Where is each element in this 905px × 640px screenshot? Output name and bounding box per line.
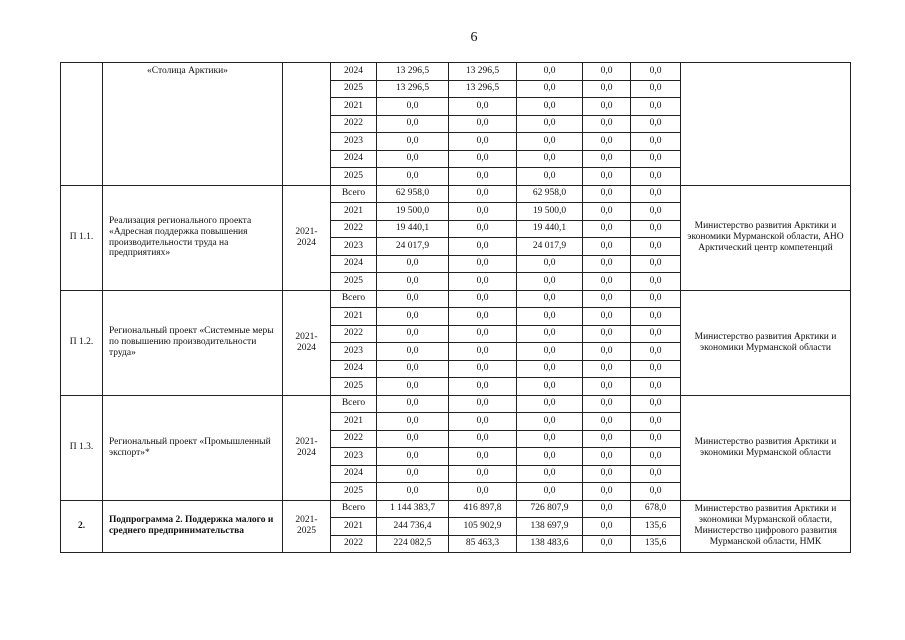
value-cell: 0,0 — [377, 308, 449, 326]
value-cell: 0,0 — [631, 413, 681, 431]
item-period: 2021-2024 — [283, 395, 331, 500]
year-cell: 2022 — [331, 220, 377, 238]
value-cell: 0,0 — [449, 360, 517, 378]
value-cell: 0,0 — [377, 290, 449, 308]
item-executor: Министерство развития Арктики и экономики Мурманской области, АНО Арктический центр компетенций — [681, 185, 851, 290]
value-cell: 19 440,1 — [377, 220, 449, 238]
item-executor: Министерство развития Арктики и экономики Мурманской области — [681, 395, 851, 500]
value-cell: 0,0 — [583, 535, 631, 553]
year-cell: 2024 — [331, 63, 377, 81]
value-cell: 0,0 — [583, 308, 631, 326]
year-cell: 2022 — [331, 325, 377, 343]
year-cell: 2025 — [331, 273, 377, 291]
value-cell: 138 483,6 — [517, 535, 583, 553]
item-number: П 1.2. — [61, 290, 103, 395]
value-cell: 0,0 — [449, 255, 517, 273]
value-cell: 0,0 — [583, 395, 631, 413]
value-cell: 135,6 — [631, 535, 681, 553]
item-name: «Столица Арктики» — [103, 63, 283, 186]
value-cell: 0,0 — [517, 395, 583, 413]
value-cell: 0,0 — [517, 360, 583, 378]
year-cell: 2024 — [331, 465, 377, 483]
value-cell: 0,0 — [517, 290, 583, 308]
value-cell: 0,0 — [631, 360, 681, 378]
value-cell: 0,0 — [449, 115, 517, 133]
value-cell: 0,0 — [517, 465, 583, 483]
value-cell: 135,6 — [631, 518, 681, 536]
value-cell: 0,0 — [449, 308, 517, 326]
value-cell: 0,0 — [583, 290, 631, 308]
value-cell: 0,0 — [631, 238, 681, 256]
value-cell: 1 144 383,7 — [377, 500, 449, 518]
value-cell: 0,0 — [377, 343, 449, 361]
value-cell: 0,0 — [583, 465, 631, 483]
value-cell: 416 897,8 — [449, 500, 517, 518]
page-number: 6 — [470, 30, 478, 45]
value-cell: 0,0 — [583, 413, 631, 431]
item-name: Реализация регионального проекта «Адресная поддержка повышения производительности труда на предприятиях» — [103, 185, 283, 290]
value-cell: 0,0 — [449, 430, 517, 448]
value-cell: 0,0 — [517, 63, 583, 81]
item-name: Подпрограмма 2. Поддержка малого и среднего предпринимательства — [103, 500, 283, 553]
value-cell: 0,0 — [449, 98, 517, 116]
value-cell: 0,0 — [631, 220, 681, 238]
value-cell: 0,0 — [631, 115, 681, 133]
item-name: Региональный проект «Промышленный экспорт»* — [103, 395, 283, 500]
value-cell: 726 807,9 — [517, 500, 583, 518]
value-cell: 0,0 — [449, 133, 517, 151]
value-cell: 0,0 — [377, 98, 449, 116]
value-cell: 0,0 — [377, 483, 449, 501]
year-cell: Всего — [331, 395, 377, 413]
value-cell: 0,0 — [583, 325, 631, 343]
year-cell: 2025 — [331, 80, 377, 98]
item-executor: Министерство развития Арктики и экономики Мурманской области, Министерство цифрового развития Мурманской области, НМК — [681, 500, 851, 553]
year-cell: 2021 — [331, 413, 377, 431]
year-cell: Всего — [331, 290, 377, 308]
value-cell: 0,0 — [517, 325, 583, 343]
value-cell: 0,0 — [583, 448, 631, 466]
value-cell: 0,0 — [583, 273, 631, 291]
value-cell: 0,0 — [377, 378, 449, 396]
value-cell: 0,0 — [631, 63, 681, 81]
item-period: 2021-2024 — [283, 290, 331, 395]
value-cell: 0,0 — [377, 360, 449, 378]
item-number: П 1.3. — [61, 395, 103, 500]
value-cell: 0,0 — [583, 360, 631, 378]
value-cell: 0,0 — [583, 115, 631, 133]
value-cell: 0,0 — [449, 220, 517, 238]
year-cell: Всего — [331, 185, 377, 203]
item-name: Региональный проект «Системные меры по повышению производительности труда» — [103, 290, 283, 395]
value-cell: 0,0 — [449, 150, 517, 168]
value-cell: 19 500,0 — [377, 203, 449, 221]
value-cell: 0,0 — [377, 168, 449, 186]
value-cell: 0,0 — [377, 115, 449, 133]
value-cell: 0,0 — [583, 378, 631, 396]
value-cell: 224 082,5 — [377, 535, 449, 553]
value-cell: 13 296,5 — [449, 63, 517, 81]
value-cell: 0,0 — [377, 395, 449, 413]
value-cell: 0,0 — [449, 325, 517, 343]
value-cell: 24 017,9 — [517, 238, 583, 256]
value-cell: 138 697,9 — [517, 518, 583, 536]
table-row — [61, 395, 851, 413]
value-cell: 0,0 — [377, 325, 449, 343]
year-cell: 2024 — [331, 150, 377, 168]
value-cell: 0,0 — [449, 378, 517, 396]
value-cell: 13 296,5 — [377, 80, 449, 98]
value-cell: 105 902,9 — [449, 518, 517, 536]
year-cell: 2023 — [331, 343, 377, 361]
table-row — [61, 500, 851, 518]
value-cell: 0,0 — [517, 430, 583, 448]
value-cell: 0,0 — [377, 133, 449, 151]
year-cell: 2021 — [331, 518, 377, 536]
value-cell: 0,0 — [631, 255, 681, 273]
value-cell: 0,0 — [583, 133, 631, 151]
value-cell: 0,0 — [377, 448, 449, 466]
value-cell: 0,0 — [631, 483, 681, 501]
value-cell: 0,0 — [517, 80, 583, 98]
value-cell: 0,0 — [583, 98, 631, 116]
item-executor: Министерство развития Арктики и экономики Мурманской области — [681, 290, 851, 395]
value-cell: 19 440,1 — [517, 220, 583, 238]
value-cell: 0,0 — [449, 203, 517, 221]
value-cell: 0,0 — [583, 80, 631, 98]
value-cell: 0,0 — [517, 150, 583, 168]
value-cell: 0,0 — [631, 343, 681, 361]
year-cell: 2021 — [331, 308, 377, 326]
value-cell: 0,0 — [517, 273, 583, 291]
value-cell: 0,0 — [583, 500, 631, 518]
value-cell: 0,0 — [517, 413, 583, 431]
year-cell: 2022 — [331, 535, 377, 553]
value-cell: 0,0 — [631, 185, 681, 203]
value-cell: 0,0 — [517, 115, 583, 133]
value-cell: 0,0 — [517, 168, 583, 186]
year-cell: 2025 — [331, 168, 377, 186]
year-cell: 2022 — [331, 430, 377, 448]
year-cell: 2024 — [331, 255, 377, 273]
value-cell: 0,0 — [583, 150, 631, 168]
value-cell: 0,0 — [517, 98, 583, 116]
value-cell: 0,0 — [583, 483, 631, 501]
year-cell: 2023 — [331, 238, 377, 256]
value-cell: 0,0 — [631, 290, 681, 308]
item-period: 2021-2025 — [283, 500, 331, 553]
item-executor — [681, 63, 851, 186]
value-cell: 0,0 — [449, 290, 517, 308]
value-cell: 0,0 — [583, 203, 631, 221]
value-cell: 24 017,9 — [377, 238, 449, 256]
value-cell: 0,0 — [377, 465, 449, 483]
value-cell: 0,0 — [631, 98, 681, 116]
value-cell: 13 296,5 — [377, 63, 449, 81]
year-cell: 2025 — [331, 378, 377, 396]
value-cell: 0,0 — [631, 273, 681, 291]
table-row — [61, 290, 851, 308]
table-row — [61, 185, 851, 203]
item-number: 2. — [61, 500, 103, 553]
value-cell: 0,0 — [449, 465, 517, 483]
value-cell: 0,0 — [517, 308, 583, 326]
value-cell: 0,0 — [631, 395, 681, 413]
value-cell: 0,0 — [449, 483, 517, 501]
value-cell: 0,0 — [449, 343, 517, 361]
value-cell: 0,0 — [583, 255, 631, 273]
item-period: 2021-2024 — [283, 185, 331, 290]
value-cell: 0,0 — [449, 395, 517, 413]
value-cell: 0,0 — [631, 168, 681, 186]
value-cell: 62 958,0 — [517, 185, 583, 203]
table-row — [61, 63, 851, 81]
value-cell: 13 296,5 — [449, 80, 517, 98]
value-cell: 0,0 — [631, 308, 681, 326]
value-cell: 0,0 — [377, 150, 449, 168]
value-cell: 0,0 — [583, 430, 631, 448]
value-cell: 0,0 — [583, 63, 631, 81]
value-cell: 0,0 — [583, 238, 631, 256]
value-cell: 0,0 — [631, 430, 681, 448]
value-cell: 0,0 — [517, 133, 583, 151]
value-cell: 0,0 — [631, 465, 681, 483]
year-cell: 2025 — [331, 483, 377, 501]
value-cell: 0,0 — [377, 430, 449, 448]
value-cell: 62 958,0 — [377, 185, 449, 203]
year-cell: 2023 — [331, 448, 377, 466]
value-cell: 0,0 — [583, 343, 631, 361]
value-cell: 0,0 — [517, 483, 583, 501]
value-cell: 0,0 — [583, 185, 631, 203]
value-cell: 0,0 — [631, 325, 681, 343]
value-cell: 0,0 — [631, 150, 681, 168]
value-cell: 0,0 — [583, 168, 631, 186]
value-cell: 0,0 — [449, 448, 517, 466]
value-cell: 0,0 — [517, 448, 583, 466]
value-cell: 0,0 — [449, 238, 517, 256]
value-cell: 0,0 — [449, 273, 517, 291]
value-cell: 244 736,4 — [377, 518, 449, 536]
value-cell: 0,0 — [583, 518, 631, 536]
value-cell: 0,0 — [449, 168, 517, 186]
value-cell: 0,0 — [583, 220, 631, 238]
year-cell: Всего — [331, 500, 377, 518]
value-cell: 0,0 — [517, 343, 583, 361]
value-cell: 0,0 — [631, 203, 681, 221]
item-period — [283, 63, 331, 186]
year-cell: 2021 — [331, 98, 377, 116]
item-number: П 1.1. — [61, 185, 103, 290]
value-cell: 0,0 — [377, 255, 449, 273]
value-cell: 0,0 — [449, 185, 517, 203]
value-cell: 0,0 — [631, 133, 681, 151]
value-cell: 85 463,3 — [449, 535, 517, 553]
value-cell: 678,0 — [631, 500, 681, 518]
year-cell: 2022 — [331, 115, 377, 133]
value-cell: 0,0 — [631, 448, 681, 466]
budget-table — [60, 62, 851, 553]
value-cell: 0,0 — [517, 378, 583, 396]
value-cell: 0,0 — [377, 413, 449, 431]
value-cell: 0,0 — [377, 273, 449, 291]
value-cell: 0,0 — [631, 378, 681, 396]
value-cell: 0,0 — [449, 413, 517, 431]
value-cell: 19 500,0 — [517, 203, 583, 221]
year-cell: 2024 — [331, 360, 377, 378]
item-number — [61, 63, 103, 186]
year-cell: 2021 — [331, 203, 377, 221]
value-cell: 0,0 — [517, 255, 583, 273]
year-cell: 2023 — [331, 133, 377, 151]
value-cell: 0,0 — [631, 80, 681, 98]
